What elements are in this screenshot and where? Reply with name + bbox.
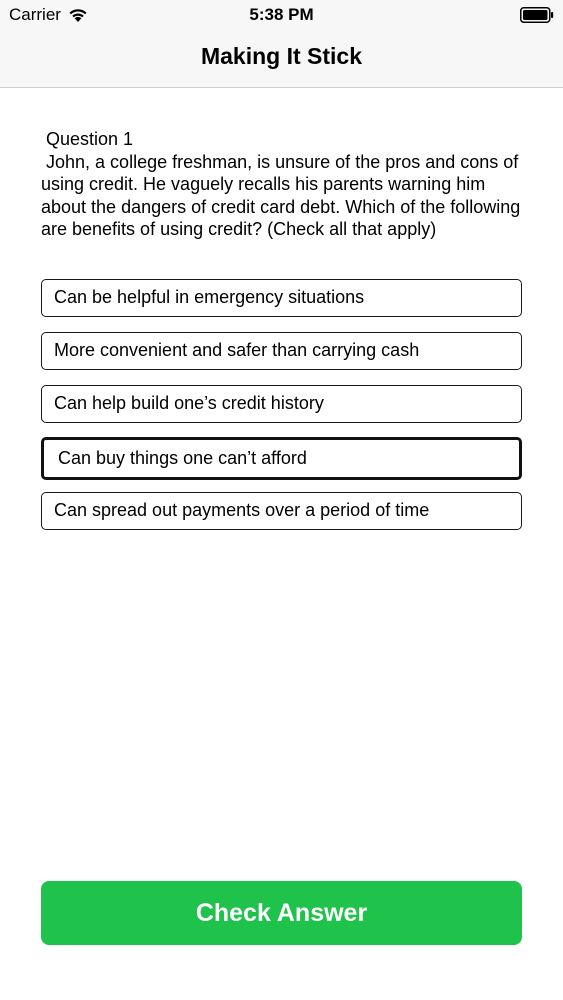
- answer-option[interactable]: Can buy things one can’t afford: [41, 437, 522, 480]
- top-bar: [0, 0, 563, 88]
- status-time: 5:38 PM: [249, 5, 314, 24]
- question-number: Question 1: [46, 129, 134, 149]
- answer-option[interactable]: Can be helpful in emergency situations: [41, 279, 522, 317]
- status-bar: [0, 0, 563, 30]
- question-text: John, a college freshman, is unsure of the pros and cons of using credit. He vaguely recalls his parents warning him about the dangers of credit card debt. Which of the following are benefits of using credit? (Check all that apply): [41, 151, 526, 239]
- answer-option[interactable]: Can help build one’s credit history: [41, 385, 522, 423]
- check-answer-button[interactable]: Check Answer: [41, 881, 522, 945]
- page-title: Making It Stick: [200, 43, 363, 69]
- answer-option[interactable]: Can spread out payments over a period of time: [41, 492, 522, 530]
- answer-option[interactable]: More convenient and safer than carrying cash: [41, 332, 522, 370]
- answer-options: [41, 279, 522, 545]
- battery-icon: [520, 7, 554, 23]
- question-block: [41, 128, 526, 241]
- carrier-label: Carrier: [9, 5, 61, 24]
